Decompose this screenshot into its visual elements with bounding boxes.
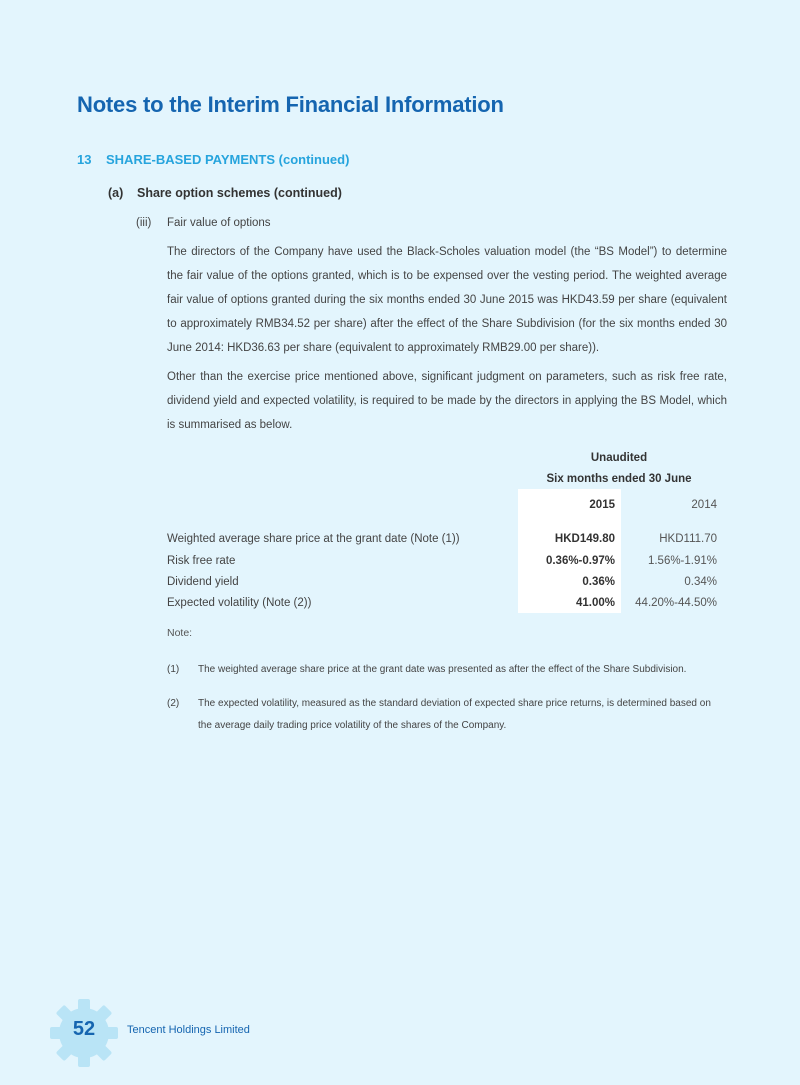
subsubsection-heading [136, 217, 271, 229]
notes-heading: Note: [167, 627, 193, 639]
note-number: (1) [167, 664, 180, 675]
row-value-2014: 1.56%-1.91% [647, 555, 717, 567]
table-row [167, 576, 727, 596]
paragraph-bs-model: The directors of the Company have used the Black-Scholes valuation model (the “BS Model”) to determine the fair value of the options granted, which is to be expensed over the vesting period. The weighted average fair value of options granted during the six months ended 30 June 2015 was HKD43.59 per share (equivalent to approximately RMB34.52 per share) after the effect of the Share Subdivision (for the six months ended 30 June 2014: HKD36.63 per share (equivalent to approximately RMB29.00 per share)). [167, 246, 727, 354]
table-header-2015: 2015 [589, 499, 615, 511]
subsection-number: (a) [108, 186, 124, 200]
section-title: SHARE-BASED PAYMENTS (continued) [106, 152, 350, 167]
row-value-2014: HKD111.70 [659, 533, 717, 545]
row-value-2015: HKD149.80 [554, 533, 615, 545]
table-header-status: Unaudited [590, 452, 648, 464]
row-label: Risk free rate [167, 555, 236, 567]
row-value-2015: 41.00% [575, 597, 615, 609]
subsubsection-title: Fair value of options [167, 217, 271, 229]
note-text: The expected volatility, measured as the standard deviation of expected share price returns, is determined based on the average daily trading price volatility of the shares of the Company. [198, 698, 711, 731]
row-value-2014: 44.20%-44.50% [635, 597, 717, 609]
subsection-heading [108, 186, 342, 200]
section-heading [77, 152, 349, 167]
row-label: Dividend yield [167, 576, 239, 588]
table-row [167, 533, 727, 553]
row-label: Weighted average share price at the grant date (Note (1)) [167, 533, 460, 545]
page-number: 52 [72, 1018, 96, 1040]
table-header-period: Six months ended 30 June [546, 473, 692, 485]
note-number: (2) [167, 698, 180, 709]
company-name: Tencent Holdings Limited [127, 1024, 250, 1036]
page-title: Notes to the Interim Financial Information [77, 92, 504, 117]
row-value-2015: 0.36% [582, 576, 615, 588]
subsubsection-number: (iii) [136, 217, 152, 229]
table-row [167, 597, 727, 617]
row-value-2014: 0.34% [684, 576, 717, 588]
paragraph-parameters: Other than the exercise price mentioned above, significant judgment on parameters, such as risk free rate, dividend yield and expected volatility, is required to be made by the directors in applying the BS Model, which is summarised as below. [167, 371, 727, 431]
table-row [167, 555, 727, 575]
note-text: The weighted average share price at the grant date was presented as after the effect of the Share Subdivision. [198, 664, 687, 675]
row-value-2015: 0.36%-0.97% [545, 555, 615, 567]
section-number: 13 [77, 152, 92, 167]
subsection-title: Share option schemes (continued) [137, 186, 342, 200]
table-header-2014: 2014 [691, 499, 717, 511]
row-label: Expected volatility (Note (2)) [167, 597, 312, 609]
